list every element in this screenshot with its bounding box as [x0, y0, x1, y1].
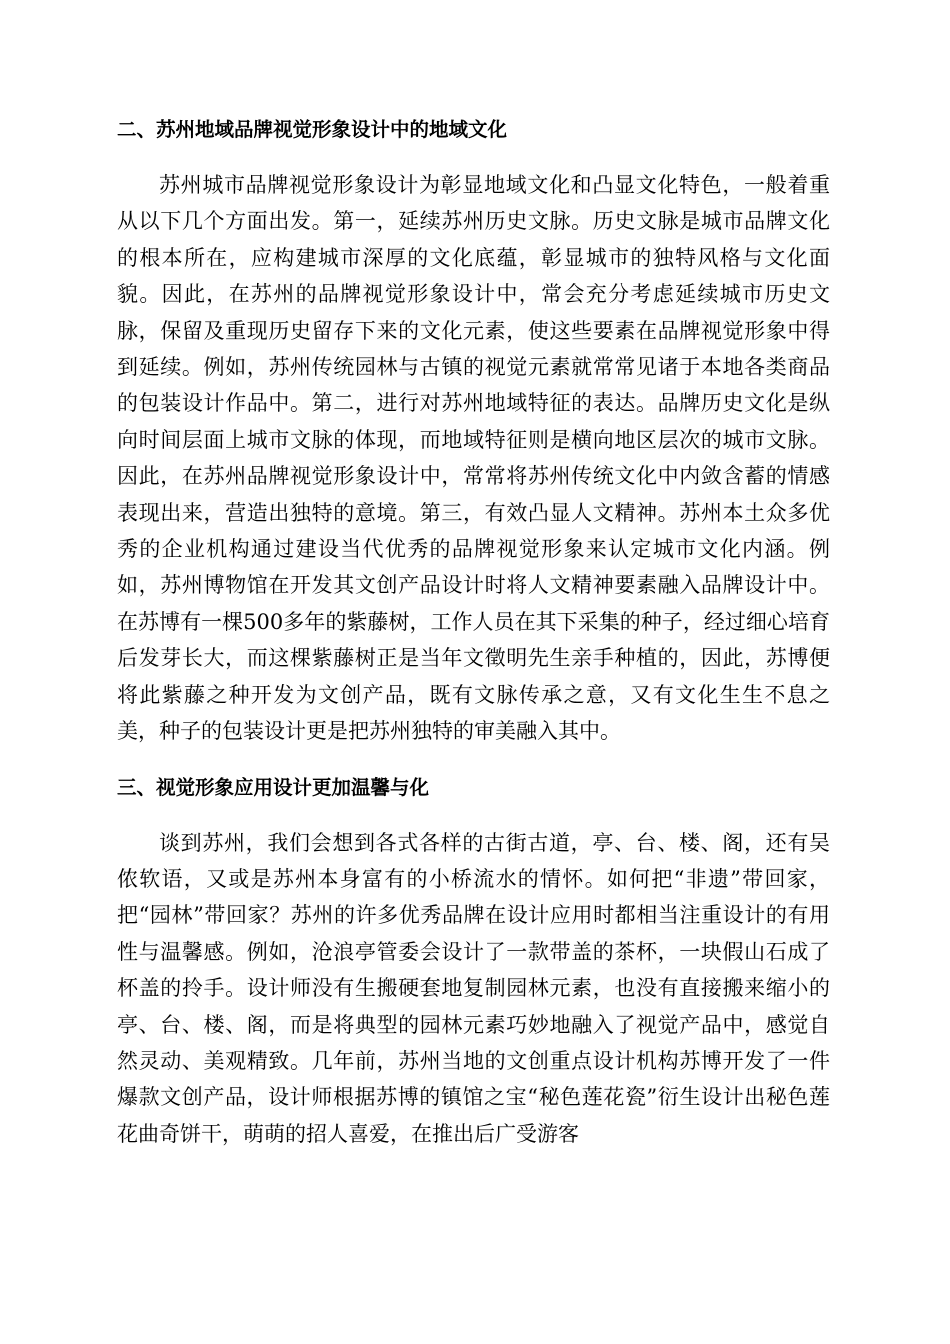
section-2-paragraph: 苏州城市品牌视觉形象设计为彰显地域文化和凸显文化特色，一般着重从以下几个方面出发。第一，延续苏州历史文脉。历史文脉是城市品牌文化的根本所在，应构建城市深厚的文化底蕴，彰显城市的独特风格与文化面貌。因此，在苏州的品牌视觉形象设计中，常会充分考虑延续城市历史文脉，保留及重现历史留存下来的文化元素，使这些要素在品牌视觉形象中得到延续。例如，苏州传统园林与古镇的视觉元素就常常见诸于本地各类商品的包装设计作品中。第二，进行对苏州地域特征的表达。品牌历史文化是纵向时间层面上城市文脉的体现，而地域特征则是横向地区层次的城市文脉。因此，在苏州品牌视觉形象设计中，常常将苏州传统文化中内敛含蓄的情感表现出来，营造出独特的意境。第三，有效凸显人文精神。苏州本土众多优秀的企业机构通过建设当代优秀的品牌视觉形象来认定城市文化内涵。例如，苏州博物馆在开发其文创产品设计时将人文精神要素融入品牌设计中。在苏博有一棵500多年的紫藤树，工作人员在其下采集的种子，经过细心培育后发芽长大，而这棵紫藤树正是当年文徵明先生亲手种植的，因此，苏博便将此紫藤之种开发为文创产品，既有文脉传承之意，又有文化生生不息之美，种子的包装设计更是把苏州独特的审美融入其中。	[117, 173, 830, 744]
section-3-paragraph: 谈到苏州，我们会想到各式各样的古街古道，亭、台、楼、阁，还有吴侬软语，又或是苏州本身富有的小桥流水的情怀。如何把“非遗”带回家，把“园林”带回家？苏州的许多优秀品牌在设计应用时都相当注重设计的有用性与温馨感。例如，沧浪亭管委会设计了一款带盖的茶杯，一块假山石成了杯盖的拎手。设计师没有生搬硬套地复制园林元素，也没有直接搬来缩小的亭、台、楼、阁，而是将典型的园林元素巧妙地融入了视觉产品中，感觉自然灵动、美观精致。几年前，苏州当地的文创重点设计机构苏博开发了一件爆款文创产品，设计师根据苏博的镇馆之宝“秘色莲花瓷”衍生设计出秘色莲花曲奇饼干，萌萌的招人喜爱，在推出后广受游客	[117, 830, 830, 1146]
section-heading-2: 二、苏州地域品牌视觉形象设计中的地域文化	[117, 118, 508, 141]
document-page	[117, 112, 830, 1152]
section-heading-3: 三、视觉形象应用设计更加温馨与化	[117, 775, 430, 799]
